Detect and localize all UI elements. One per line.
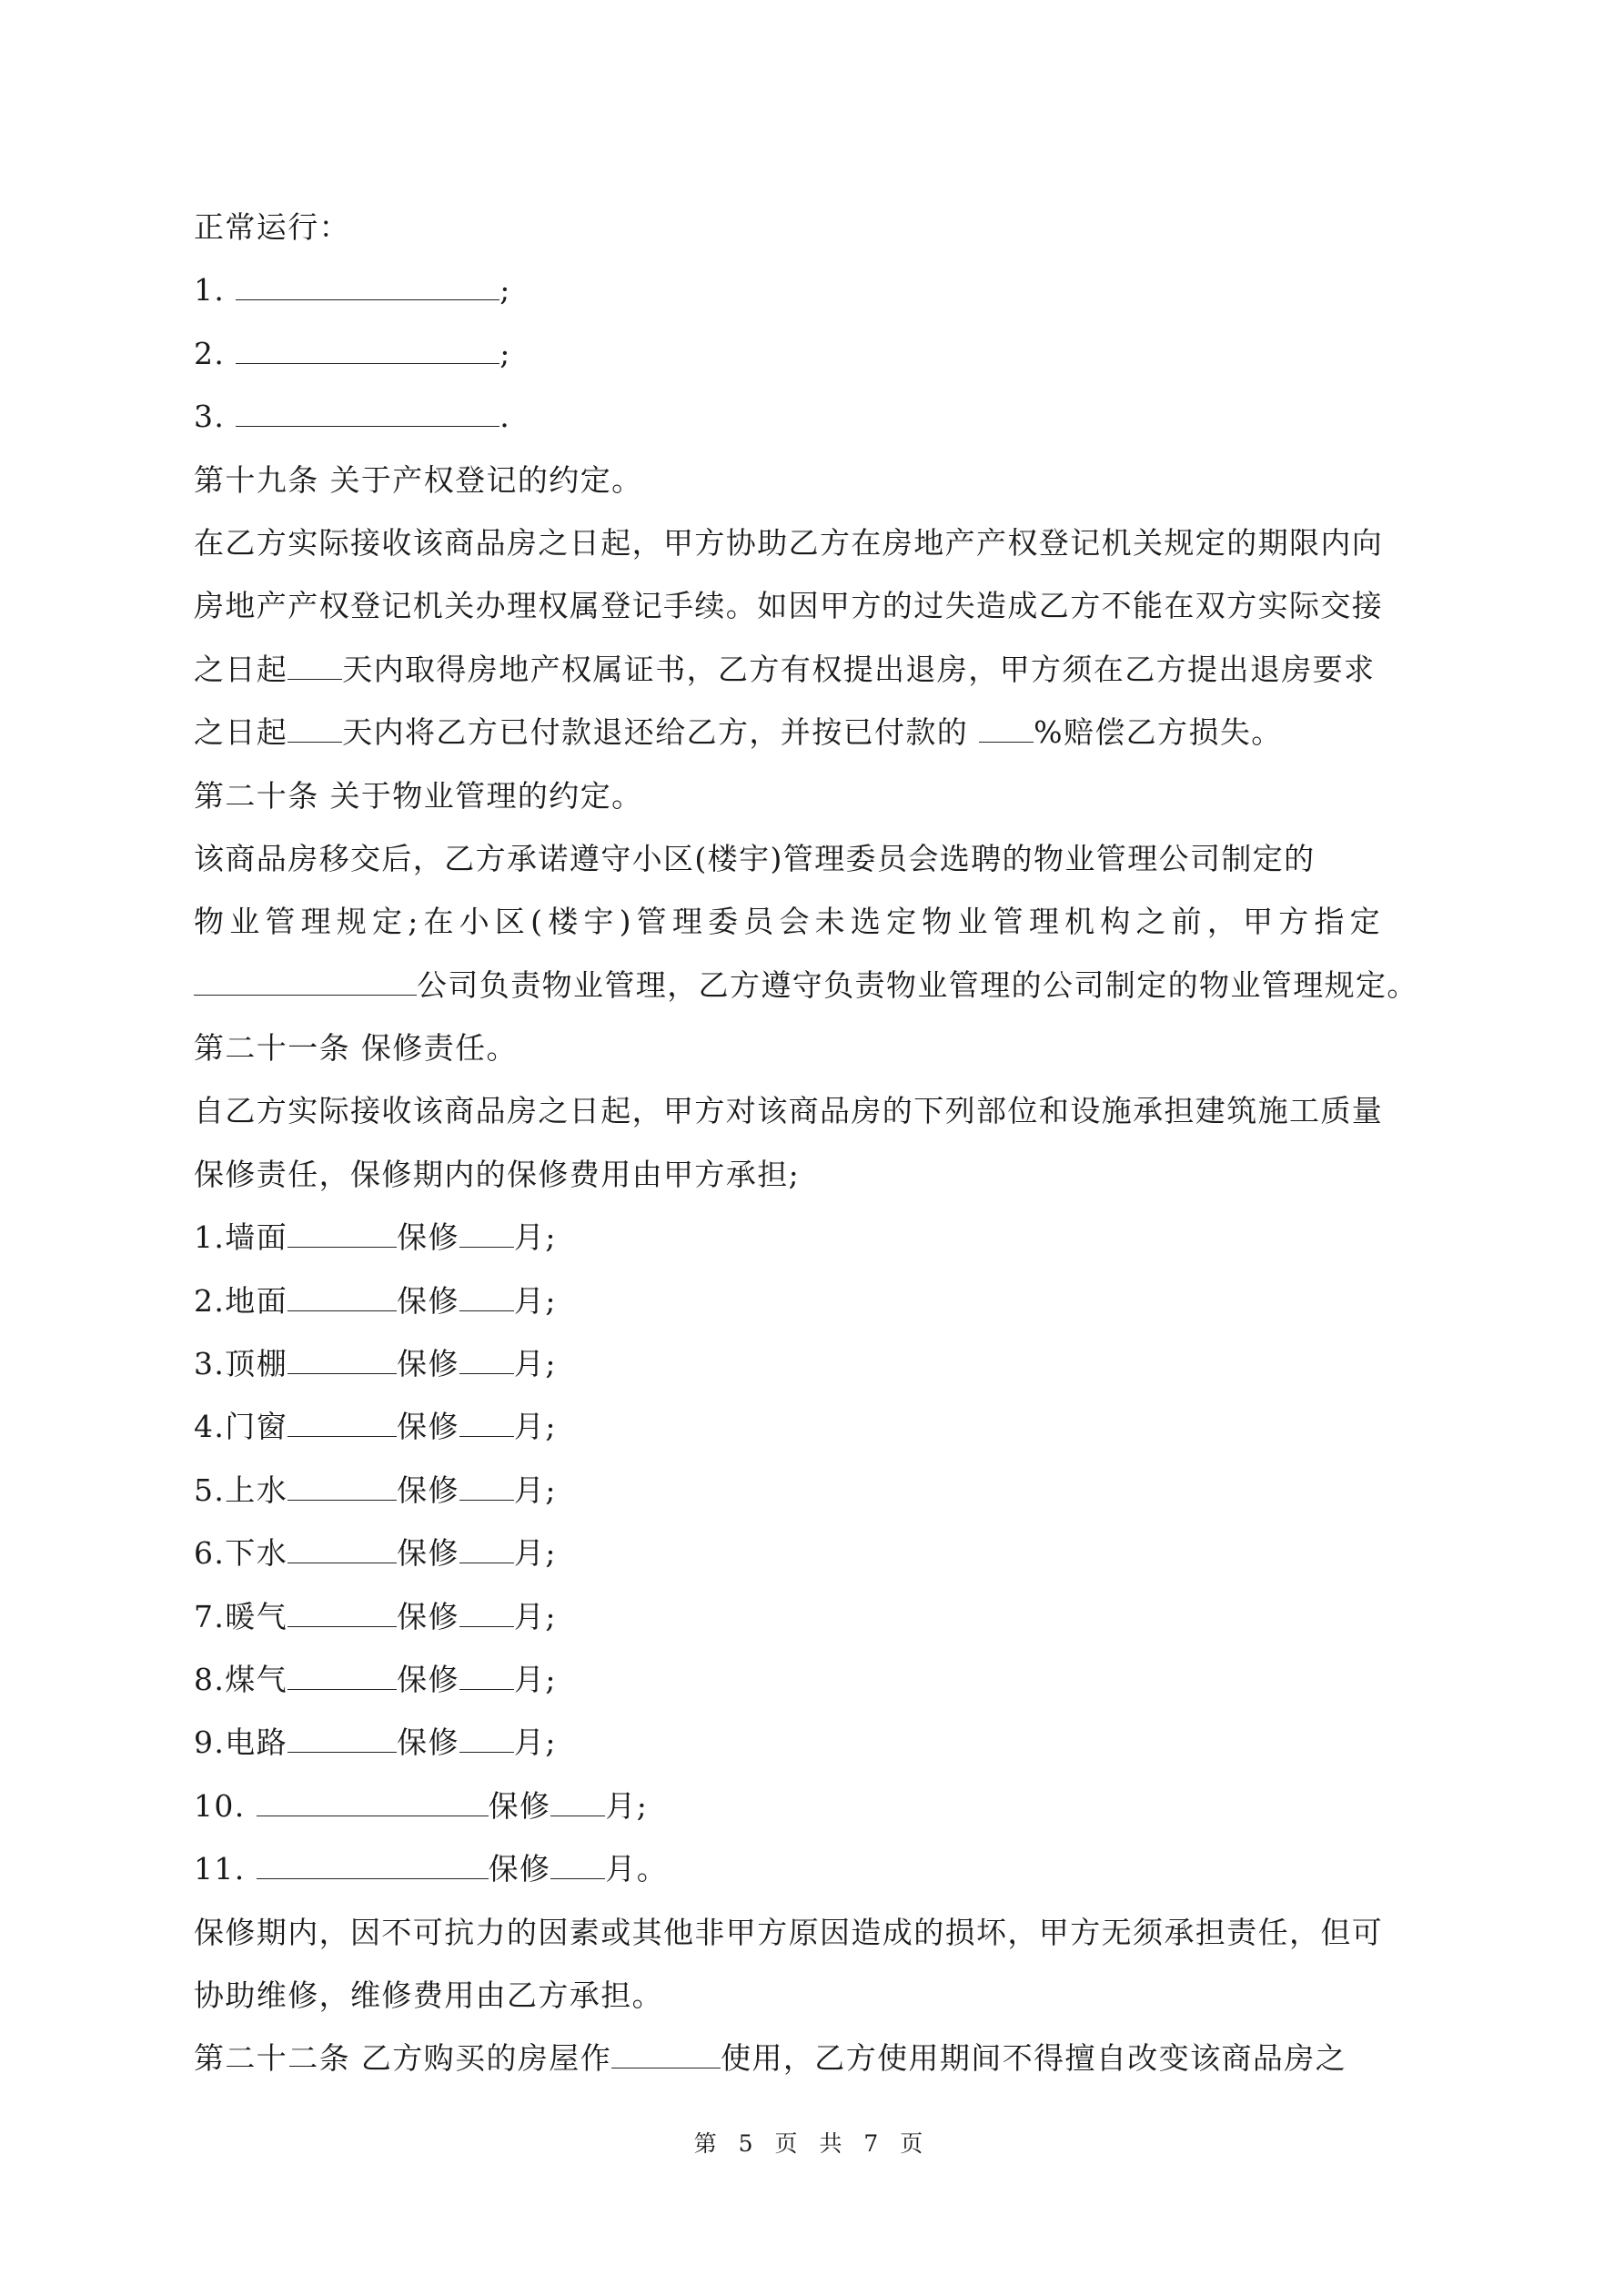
item-label: 保修 (397, 1219, 459, 1256)
punctuation: ; (545, 1409, 557, 1445)
text: 之日起 (194, 651, 288, 687)
item-label: 保修 (397, 1282, 459, 1319)
blank-field[interactable] (550, 1788, 605, 1816)
punctuation: ; (499, 272, 511, 308)
paragraph-line: 该商品房移交后，乙方承诺遵守小区(楼宇)管理委员会选聘的物业管理公司制定的 (194, 840, 1316, 876)
item-part: 门窗 (225, 1409, 288, 1445)
punctuation: ; (545, 1661, 557, 1697)
item-part: 地面 (225, 1282, 288, 1319)
punctuation: 。 (636, 1851, 669, 1887)
blank-field[interactable] (194, 967, 417, 996)
item-label: 保修 (397, 1598, 459, 1634)
punctuation: ; (545, 1535, 557, 1572)
item-unit: 月 (513, 1725, 546, 1761)
blank-field[interactable] (459, 1409, 514, 1437)
warranty-item (194, 1722, 1449, 1785)
blank-field[interactable] (287, 1725, 397, 1753)
item-unit: 月 (513, 1219, 546, 1256)
item-label: 保修 (488, 1787, 551, 1824)
article-heading: 第十九条 关于产权登记的约定。 (194, 461, 643, 498)
blank-field[interactable] (287, 1409, 397, 1437)
warranty-list (194, 1217, 1449, 1911)
item-part: 下水 (225, 1535, 288, 1572)
paragraph-line: 自乙方实际接收该商品房之日起，甲方对该商品房的下列部位和设施承担建筑施工质量 (194, 1093, 1384, 1129)
warranty-item (194, 1532, 1449, 1595)
item-unit: 月 (605, 1787, 637, 1824)
item-label: 保修 (397, 1472, 459, 1508)
punctuation: ; (545, 1282, 557, 1319)
paragraph-line: 协助维修，维修费用由乙方承担。 (194, 1977, 663, 2013)
text: 第二十二条 乙方购买的房屋作 (194, 2040, 612, 2077)
blank-field[interactable] (979, 714, 1034, 743)
blank-field[interactable] (459, 1219, 514, 1248)
document-body (194, 207, 1449, 2101)
warranty-item (194, 1659, 1449, 1722)
blank-field[interactable] (236, 399, 499, 427)
article-heading: 第二十一条 保修责任。 (194, 1030, 518, 1067)
item-part: 煤气 (225, 1661, 288, 1697)
blank-field[interactable] (611, 2040, 721, 2068)
blank-field[interactable] (287, 652, 342, 680)
item-unit: 月 (605, 1851, 637, 1887)
warranty-item (194, 1596, 1449, 1659)
item-number: 11. (194, 1851, 246, 1887)
blank-field[interactable] (459, 1599, 514, 1627)
item-part: 顶棚 (225, 1346, 288, 1382)
item-label: 保修 (397, 1661, 459, 1697)
blank-field[interactable] (257, 1851, 489, 1879)
item-unit: 月 (513, 1282, 546, 1319)
item-unit: 月 (513, 1535, 546, 1572)
warranty-item (194, 1280, 1449, 1343)
blank-field[interactable] (459, 1346, 514, 1374)
blank-field[interactable] (236, 336, 499, 364)
punctuation: ; (545, 1725, 557, 1761)
blank-field[interactable] (287, 1472, 397, 1501)
warranty-item (194, 1785, 1449, 1848)
text: 之日起 (194, 714, 288, 751)
item-label: 保修 (488, 1851, 551, 1887)
item-number: 3. (194, 1346, 226, 1382)
item-number: 7. (194, 1598, 226, 1634)
blank-field[interactable] (287, 1599, 397, 1627)
list-item (194, 333, 1449, 396)
warranty-item (194, 1406, 1449, 1469)
blank-field[interactable] (257, 1788, 489, 1816)
warranty-item (194, 1343, 1449, 1406)
item-number: 9. (194, 1725, 226, 1761)
item-unit: 月 (513, 1409, 546, 1445)
blank-field[interactable] (236, 272, 499, 300)
item-number: 1. (194, 1219, 226, 1256)
paragraph-line: 房地产产权登记机关办理权属登记手续。如因甲方的过失造成乙方不能在双方实际交接 (194, 588, 1384, 624)
warranty-item (194, 1470, 1449, 1532)
item-unit: 月 (513, 1661, 546, 1697)
punctuation: ; (545, 1219, 557, 1256)
punctuation: ; (636, 1787, 649, 1824)
text: %赔偿乙方损失。 (1034, 714, 1283, 751)
paragraph-line: 在乙方实际接收该商品房之日起，甲方协助乙方在房地产产权登记机关规定的期限内向 (194, 524, 1384, 561)
warranty-item (194, 1848, 1449, 1911)
blank-field[interactable] (459, 1725, 514, 1753)
paragraph-line (194, 712, 1449, 774)
blank-field[interactable] (287, 1662, 397, 1690)
blank-field[interactable] (287, 714, 342, 743)
item-unit: 月 (513, 1346, 546, 1382)
punctuation: ; (545, 1346, 557, 1382)
text: 使用，乙方使用期间不得擅自改变该商品房之 (721, 2040, 1347, 2077)
punctuation: ; (499, 335, 511, 371)
item-number: 4. (194, 1409, 226, 1445)
item-number: 3. (194, 399, 226, 435)
item-part: 上水 (225, 1472, 288, 1508)
article-heading (194, 2038, 1449, 2100)
item-part: 电路 (225, 1725, 288, 1761)
item-unit: 月 (513, 1598, 546, 1634)
paragraph-line: 物业管理规定;在小区(楼宇)管理委员会未选定物业管理机构之前，甲方指定 (194, 904, 1386, 940)
item-label: 保修 (397, 1535, 459, 1572)
list-item (194, 396, 1449, 459)
item-number: 10. (194, 1787, 246, 1824)
text: 天内取得房地产权属证书，乙方有权提出退房，甲方须在乙方提出退房要求 (342, 651, 1376, 687)
paragraph-line: 保修责任，保修期内的保修费用由甲方承担; (194, 1156, 801, 1192)
item-number: 1. (194, 272, 226, 308)
blank-field[interactable] (287, 1219, 397, 1248)
warranty-item (194, 1217, 1449, 1279)
blank-field[interactable] (459, 1283, 514, 1311)
item-part: 暖气 (225, 1598, 288, 1634)
blank-field[interactable] (459, 1535, 514, 1563)
item-label: 保修 (397, 1409, 459, 1445)
blank-field[interactable] (550, 1851, 605, 1879)
text: 天内将乙方已付款退还给乙方，并按已付款的 (342, 714, 980, 751)
blank-field[interactable] (459, 1662, 514, 1690)
text: 公司负责物业管理，乙方遵守负责物业管理的公司制定的物业管理规定。 (417, 966, 1418, 1003)
item-number: 2. (194, 335, 226, 371)
item-label: 保修 (397, 1346, 459, 1382)
item-label: 保修 (397, 1725, 459, 1761)
item-number: 8. (194, 1661, 226, 1697)
punctuation: . (499, 399, 511, 435)
item-number: 2. (194, 1282, 226, 1319)
page-number: 第 5 页 共 7 页 (693, 2130, 931, 2157)
item-part: 墙面 (225, 1219, 288, 1256)
punctuation: ; (545, 1598, 557, 1634)
article-heading: 第二十条 关于物业管理的约定。 (194, 777, 643, 814)
blank-field[interactable] (287, 1346, 397, 1374)
paragraph: 正常运行： (194, 209, 350, 245)
item-number: 5. (194, 1472, 226, 1508)
paragraph-line (194, 965, 1449, 1027)
punctuation: ; (545, 1472, 557, 1508)
blank-field[interactable] (459, 1472, 514, 1501)
blank-field[interactable] (287, 1535, 397, 1563)
blank-field[interactable] (287, 1283, 397, 1311)
item-unit: 月 (513, 1472, 546, 1508)
paragraph-line: 保修期内，因不可抗力的因素或其他非甲方原因造成的损坏，甲方无须承担责任，但可 (194, 1914, 1384, 1950)
paragraph-line (194, 649, 1449, 712)
item-number: 6. (194, 1535, 226, 1572)
list-item (194, 269, 1449, 332)
